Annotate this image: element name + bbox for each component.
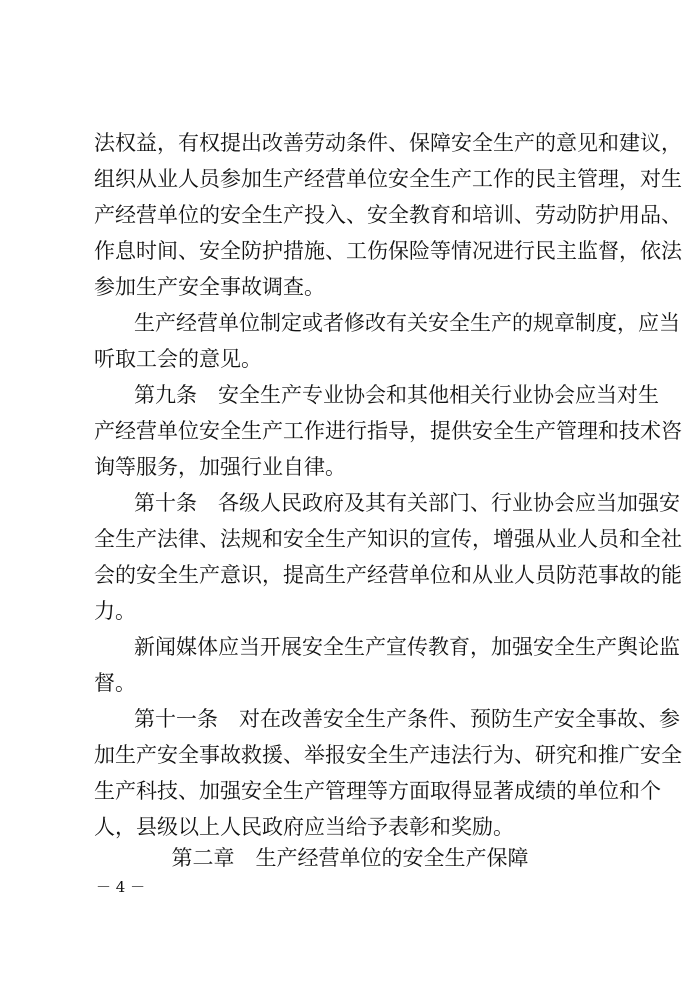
- body-text-line: 作息时间、安全防护措施、工伤保险等情况进行民主监督，依法: [94, 239, 682, 263]
- body-text-line: 力。: [94, 599, 136, 623]
- body-text-line: 人，县级以上人民政府应当给予表彰和奖励。: [94, 815, 514, 839]
- chapter-heading: 第二章 生产经营单位的安全生产保障: [171, 846, 529, 870]
- body-text-line: 会的安全生产意识，提高生产经营单位和从业人员防范事故的能: [94, 563, 682, 587]
- body-text-line: 产经营单位安全生产工作进行指导，提供安全生产管理和技术咨: [94, 419, 682, 443]
- article-10-first-line: 第十条 各级人民政府及其有关部门、行业协会应当加强安: [134, 491, 680, 515]
- body-text-line: 生产科技、加强安全生产管理等方面取得显著成绩的单位和个: [94, 779, 661, 803]
- body-text-line: 加生产安全事故救援、举报安全生产违法行为、研究和推广安全: [94, 743, 682, 767]
- paragraph-first-line: 新闻媒体应当开展安全生产宣传教育，加强安全生产舆论监: [134, 635, 680, 659]
- body-text-line: 全生产法律、法规和安全生产知识的宣传，增强从业人员和全社: [94, 527, 682, 551]
- body-text-line: 听取工会的意见。: [94, 347, 262, 371]
- body-text-line: 法权益，有权提出改善劳动条件、保障安全生产的意见和建议，: [94, 131, 682, 155]
- article-9-first-line: 第九条 安全生产专业协会和其他相关行业协会应当对生: [134, 383, 659, 407]
- body-text-line: 产经营单位的安全生产投入、安全教育和培训、劳动防护用品、: [94, 203, 682, 227]
- body-text-line: 参加生产安全事故调查。: [94, 275, 325, 299]
- paragraph-first-line: 生产经营单位制定或者修改有关安全生产的规章制度，应当: [134, 311, 680, 335]
- body-text-line: 督。: [94, 671, 136, 695]
- article-11-first-line: 第十一条 对在改善安全生产条件、预防生产安全事故、参: [134, 707, 680, 731]
- body-text-line: 组织从业人员参加生产经营单位安全生产工作的民主管理，对生: [94, 167, 682, 191]
- body-text-line: 询等服务，加强行业自律。: [94, 455, 346, 479]
- page-number: － 4 －: [96, 878, 146, 896]
